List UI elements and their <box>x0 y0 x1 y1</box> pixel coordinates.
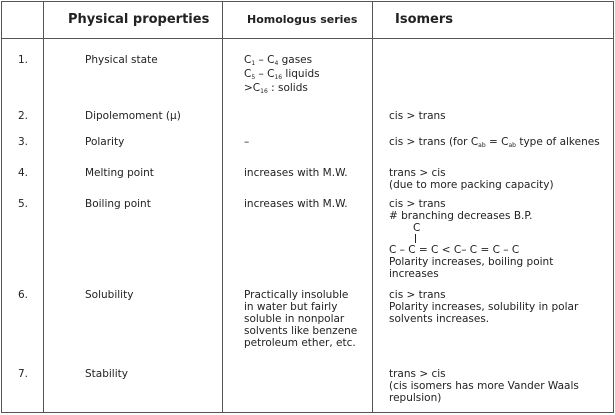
homologous-line: – <box>244 135 250 148</box>
homologous-cell <box>223 102 373 134</box>
property-name: Boiling point <box>44 195 223 288</box>
homologous-line: increases with M.W. <box>244 197 348 210</box>
homologous-cell <box>223 287 373 363</box>
homologous-cell <box>223 164 373 195</box>
homologous-line: soluble in nonpolar <box>244 313 345 326</box>
homologous-line: solvents like benzene <box>244 325 358 338</box>
table-row <box>2 164 614 195</box>
isomers-line: trans > cis <box>389 367 446 380</box>
header-row <box>2 2 614 39</box>
homologous-cell <box>223 134 373 164</box>
table-row <box>2 364 614 413</box>
table-row <box>2 102 614 134</box>
homologous-cell <box>223 39 373 102</box>
isomers-cell <box>373 364 614 413</box>
table-row <box>2 134 614 164</box>
row-number: 7. <box>2 364 44 413</box>
isomers-line: Polarity increases, solubility in polar <box>389 301 579 314</box>
isomers-line: (due to more packing capacity) <box>389 178 554 191</box>
isomers-line: trans > cis <box>389 166 446 179</box>
branch-bond <box>415 234 416 243</box>
isomers-line: cis > trans <box>389 289 446 302</box>
branched-structure <box>389 222 613 256</box>
property-name: Polarity <box>44 134 223 164</box>
homologous-cell <box>223 195 373 288</box>
isomers-line: repulsion) <box>389 391 442 404</box>
isomers-line: Polarity increases, boiling point <box>389 255 554 268</box>
isomers-line: increases <box>389 267 439 280</box>
property-name: Dipolemoment (μ) <box>44 102 223 134</box>
isomers-cell <box>373 102 614 134</box>
isomers-line: (cis isomers has more Vander Waals <box>389 379 579 392</box>
property-name: Solubility <box>44 287 223 363</box>
row-number: 1. <box>2 39 44 102</box>
row-number: 2. <box>2 102 44 134</box>
homologous-line: $>C_{16}$ : solids <box>244 82 308 95</box>
property-name: Physical state <box>44 39 223 102</box>
carbon-chain: C – C = C < C– C = C – C <box>389 243 520 256</box>
homologous-line: $C_5 - C_{16}$ liquids <box>244 68 320 81</box>
isomers-cell <box>373 195 614 288</box>
isomers-cell <box>373 39 614 102</box>
isomers-line: cis > trans <box>389 197 446 210</box>
table-row <box>2 287 614 363</box>
table-row <box>2 195 614 288</box>
isomers-line: solvents increases. <box>389 313 490 326</box>
header-number <box>2 2 44 39</box>
isomers-line: cis > trans <box>389 109 446 122</box>
isomers-line: # branching decreases B.P. <box>389 209 533 222</box>
homologous-line: in water but fairly <box>244 301 338 314</box>
homologous-line: increases with M.W. <box>244 166 348 179</box>
isomers-line: cis > trans (for $C_{ab} = C_{ab}$ type of alkenes <box>389 135 600 149</box>
isomers-cell <box>373 134 614 164</box>
property-name: Stability <box>44 364 223 413</box>
homologous-cell <box>223 364 373 413</box>
property-name: Melting point <box>44 164 223 195</box>
row-number: 5. <box>2 195 44 288</box>
row-number: 4. <box>2 164 44 195</box>
header-physical-properties: Physical properties <box>44 2 223 39</box>
isomers-cell <box>373 287 614 363</box>
header-isomers: Isomers <box>373 2 614 39</box>
row-number: 3. <box>2 134 44 164</box>
homologous-line: $C_1 - C_4$ gases <box>244 54 313 67</box>
isomers-cell <box>373 164 614 195</box>
header-homologous-series: Homologus series <box>223 2 373 39</box>
homologous-line: petroleum ether, etc. <box>244 337 356 350</box>
properties-table <box>1 1 614 413</box>
branch-carbon: C <box>413 221 421 234</box>
table-row <box>2 39 614 102</box>
row-number: 6. <box>2 287 44 363</box>
homologous-line: Practically insoluble <box>244 289 349 302</box>
